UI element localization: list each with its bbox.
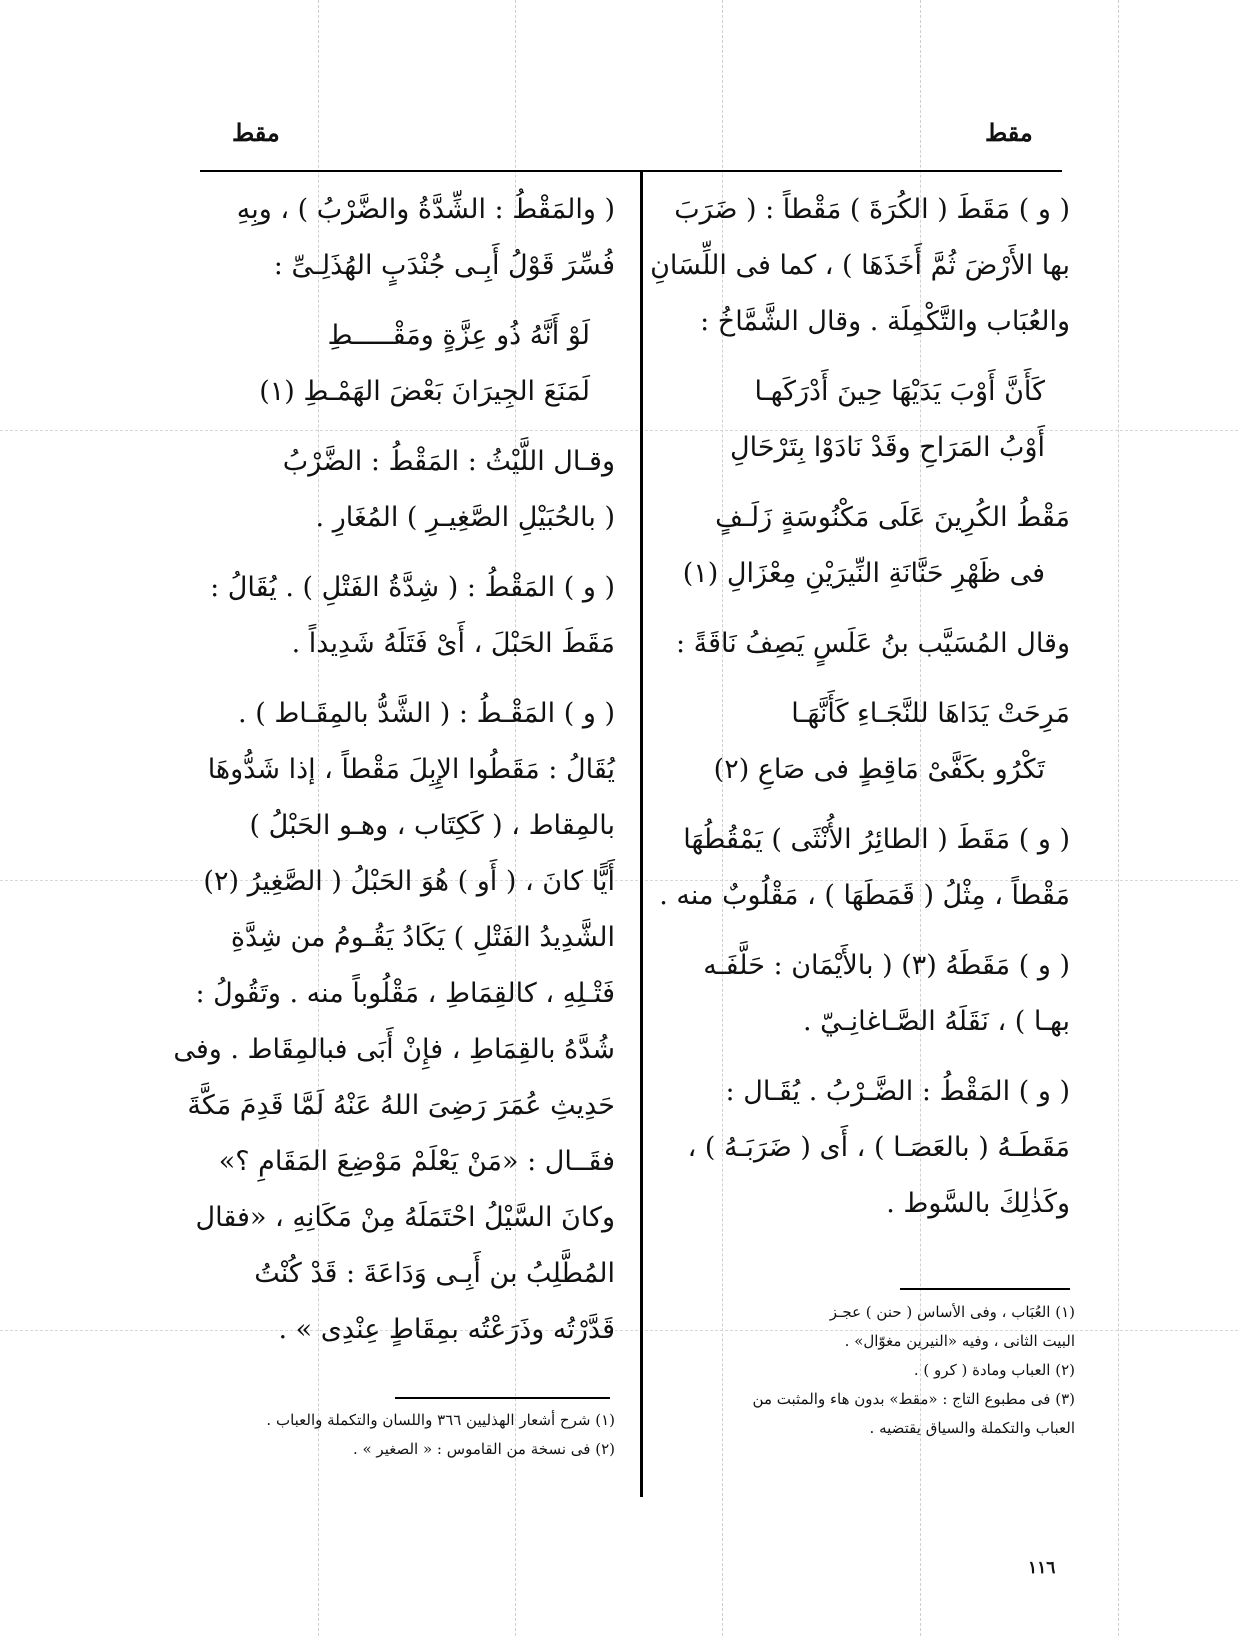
- text-line: مَقَطَ الحَبْلَ ، أَىْ فَتَلَهُ شَدِيداً .: [291, 628, 615, 659]
- text-line: وكانَ السَّيْلُ احْتَمَلَهُ مِنْ مَكَانِهِ ، «فقال: [195, 1202, 615, 1233]
- footnote: (٢) فى نسخة من القاموس : « الصغير » .: [352, 1440, 615, 1458]
- verse-line: فى ظَهْرِ حَنَّانَةِ النِّيرَيْنِ مِعْزَالِ (١): [682, 558, 1045, 589]
- text-line: ( بالحُبَيْلِ الصَّغِيـرِ ) المُغَارِ .: [315, 502, 615, 533]
- footnote: البيت الثانى ، وفيه «النيرين مغوّال» .: [844, 1332, 1075, 1350]
- text-line: فقَــال : «مَنْ يَعْلَمْ مَوْضِعَ المَقَامِ ؟»: [218, 1146, 615, 1177]
- running-head-left: مقط: [232, 118, 280, 147]
- verse-line: مَقْطُ الكُرِينَ عَلَى مَكْنُوسَةٍ زَلَـفٍ: [715, 502, 1070, 533]
- text-line: المُطَّلِبُ بن أَبِـى وَدَاعَةَ : قَدْ كُنْتُ: [254, 1258, 615, 1289]
- verse-line: لَمَنَعَ الجِيرَانَ بَعْضَ الهَمْـطِ (١): [259, 376, 590, 407]
- footnote: (٢) العباب ومادة ( كرو ) .: [913, 1361, 1075, 1379]
- footnote: العباب والتكملة والسياق يقتضيه .: [869, 1419, 1075, 1437]
- footnote-rule: [395, 1397, 610, 1399]
- text-line: قَدَّرْتُه وذَرَعْتُه بمِقَاطٍ عِنْدِى » .: [278, 1314, 615, 1345]
- text-line: ( و ) المَقْـطُ : ( الشَّدُّ بالمِقَـاط ) .: [238, 698, 615, 729]
- text-line: فَتْـلِهِ ، كالقِمَاطِ ، مَقْلُوباً منه . وتَقُولُ :: [195, 978, 615, 1009]
- running-head-right: مقط: [985, 118, 1033, 147]
- text-line: الشَّدِيدُ الفَتْلِ ) يَكَادُ يَقُـومُ من شِدَّةِ: [230, 922, 615, 953]
- text-line: فُسِّرَ قَوْلُ أَبِـى جُنْدَبٍ الهُذَلِـىِّ :: [273, 250, 615, 281]
- verse-line: كَأَنَّ أَوْبَ يَدَيْهَا حِينَ أَدْرَكَهـا: [754, 376, 1045, 407]
- left-footnotes: [190, 1406, 615, 1464]
- right-column: [650, 182, 1070, 1232]
- text-line: بها الأَرْضَ ثُمَّ أَخَذَهَا ) ، كما فى اللِّسَانِ: [650, 250, 1070, 281]
- guide-line: [1118, 0, 1119, 1636]
- text-line: مَقَطَـهُ ( بالعَصَـا ) ، أَى ( ضَرَبَـهُ ) ،: [687, 1132, 1070, 1163]
- verse-line: تَكْرُو بكَفَّىْ مَاقِطٍ فى صَاعِ (٢): [713, 754, 1045, 785]
- left-column: [173, 182, 615, 1358]
- verse-line: أَوْبُ المَرَاحِ وقَدْ نَادَوْا بِتَرْحَالِ: [730, 432, 1045, 463]
- verse-line: مَرِحَتْ يَدَاهَا للنَّجَـاءِ كَأَنَّهَـا: [791, 698, 1070, 729]
- text-line: ( و ) المَقْطُ : ( شِدَّةُ الفَتْلِ ) . يُقَالُ :: [210, 572, 615, 603]
- footnote: (٣) فى مطبوع التاج : «مقط» بدون هاء والمثبت من: [752, 1390, 1075, 1408]
- footnote: (١) شرح أشعار الهذليين ٣٦٦ واللسان والتكملة والعباب .: [266, 1411, 615, 1429]
- text-line: بالمِقاط ، ( كَكِتَاب ، وهـو الحَبْلُ ): [249, 810, 615, 841]
- text-line: شُدَّهُ بالقِمَاطِ ، فإِنْ أَبَى فبالمِقَاط . وفى: [173, 1034, 615, 1065]
- text-line: وقال المُسَيَّب بنُ عَلَسٍ يَصِفُ نَاقَةً :: [675, 628, 1070, 659]
- text-line: وكَذٰلِكَ بالسَّوط .: [886, 1188, 1070, 1219]
- text-line: ( و ) مَقَطَ ( الطائِرُ الأُنْثَى ) يَمْقُطُهَا: [683, 824, 1070, 855]
- text-line: أَيًّا كانَ ، ( أَو ) هُوَ الحَبْلُ ( الصَّغِيرُ (٢): [203, 866, 615, 897]
- text-line: مَقْطاً ، مِثْلُ ( قَمَطَهَا ) ، مَقْلُوبٌ منه .: [659, 880, 1070, 911]
- page-number: ١١٦: [1028, 1558, 1056, 1578]
- text-line: ( و ) المَقْطُ : الضَّـرْبُ . يُقَـال :: [725, 1076, 1070, 1107]
- column-divider: [640, 172, 643, 1497]
- text-line: ( و ) مَقَطَ ( الكُرَةَ ) مَقْطاً : ( ضَرَبَ: [674, 194, 1070, 225]
- text-line: يُقَالُ : مَقَطُوا الإِبِلَ مَقْطاً ، إذا شَدُّوهَا: [207, 754, 615, 785]
- footnote: (١) العُبَاب ، وفى الأساس ( حنن ) عجـز: [829, 1303, 1075, 1321]
- verse-line: لَوْ أَنَّهُ ذُو عِزَّةٍ ومَقْـــــطِ: [327, 320, 590, 351]
- text-line: حَدِيثِ عُمَرَ رَضِىَ اللهُ عَنْهُ لَمَّا قَدِمَ مَكَّةَ: [187, 1090, 615, 1121]
- text-line: ( والمَقْطُ : الشِّدَّةُ والضَّرْبُ ) ، وبِهِ: [236, 194, 615, 225]
- header-rule: [200, 170, 1062, 172]
- text-line: بهـا ) ، نَقَلَهُ الصَّـاغانِـيّ .: [803, 1006, 1070, 1037]
- text-line: وقـال اللَّيْثُ : المَقْطُ : الضَّرْبُ: [282, 446, 615, 477]
- text-line: والعُبَاب والتَّكْمِلَة . وقال الشَّمَّاخُ :: [700, 306, 1070, 337]
- footnote-rule: [900, 1288, 1070, 1290]
- right-footnotes: [680, 1298, 1075, 1443]
- text-line: ( و ) مَقَطَهُ (٣) ( بالأَيْمَان : حَلَّفَـه: [703, 950, 1070, 981]
